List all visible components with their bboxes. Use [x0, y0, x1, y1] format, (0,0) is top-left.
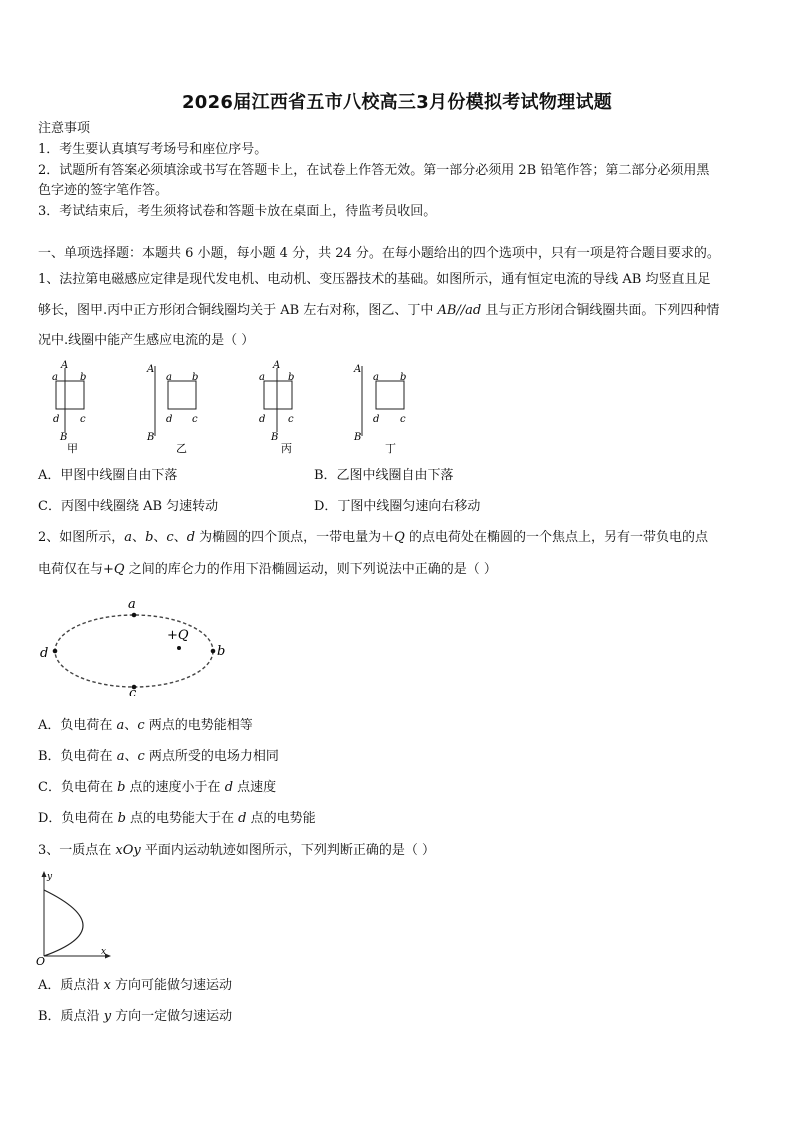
notice-item: 1．考生要认真填写考场号和座位序号。 — [38, 142, 268, 157]
label-c: c — [288, 414, 294, 425]
label-b: b — [217, 644, 226, 659]
label-b: b — [80, 372, 87, 383]
q2-option-b: B．负电荷在 a、c 两点所受的电场力相同 — [38, 749, 279, 764]
label-B: B — [147, 432, 155, 443]
q2-figure — [36, 592, 246, 696]
q1-stem-line: 况中.线圈中能产生感应电流的是（ ） — [38, 333, 255, 348]
figure-yi — [155, 366, 199, 436]
q1-stem-line: 够长，图甲.丙中正方形闭合铜线圈均关于 AB 左右对称，图乙、丁中 AB//ad 且与正方形闭合铜线圈共面。下列四种情 — [38, 303, 720, 318]
q3-option-a: A．质点沿 x 方向可能做匀速运动 — [38, 978, 233, 993]
q2-option-a: A．负电荷在 a、c 两点的电势能相等 — [38, 718, 253, 733]
q1-stem-line: 1、法拉第电磁感应定律是现代发电机、电动机、变压器技术的基础。如图所示，通有恒定电流的导线 AB 均竖直且足 — [38, 272, 711, 287]
label-x: x — [101, 947, 107, 957]
label-origin: O — [36, 955, 46, 968]
q1-option-a: A．甲图中线圈自由下落 — [38, 468, 178, 483]
label-b: b — [192, 372, 199, 383]
point-a — [132, 613, 137, 618]
caption-yi: 乙 — [176, 442, 187, 455]
label-b: b — [400, 372, 407, 383]
caption-jia: 甲 — [67, 442, 78, 455]
charge-point — [177, 646, 181, 650]
q3-figure — [34, 868, 114, 968]
q2-stem-line: 2、如图所示，a、b、c、d 为椭圆的四个顶点，一带电量为＋Q 的点电荷处在椭圆的一个焦点上，另有一带负电的点 — [38, 530, 708, 545]
q2-option-c: C．负电荷在 b 点的速度小于在 d 点速度 — [38, 780, 277, 795]
label-a: a — [52, 372, 58, 383]
q1-option-d: D．丁图中线圈匀速向右移动 — [314, 499, 481, 514]
label-A: A — [273, 360, 281, 371]
q3-option-b: B．质点沿 y 方向一定做匀速运动 — [38, 1009, 233, 1024]
label-A: A — [147, 364, 155, 375]
label-q: +Q — [167, 628, 189, 643]
label-A: A — [61, 360, 69, 371]
label-d: d — [53, 414, 60, 425]
point-b — [211, 649, 216, 654]
label-c: c — [192, 414, 198, 425]
label-d: d — [40, 646, 49, 661]
label-b: b — [288, 372, 295, 383]
y-axis-arrow-icon — [42, 871, 47, 877]
ellipse-orbit — [55, 615, 213, 687]
caption-ding: 丁 — [385, 442, 396, 455]
label-a: a — [373, 372, 379, 383]
label-d: d — [373, 414, 380, 425]
q3-stem-line: 3、一质点在 xOy 平面内运动轨迹如图所示，下列判断正确的是（ ） — [38, 843, 436, 858]
section-heading: 一、单项选择题：本题共 6 小题，每小题 4 分，共 24 分。在每小题给出的四个选项中，只有一项是符合题目要求的。 — [38, 246, 720, 261]
label-c: c — [129, 686, 137, 696]
label-c: c — [400, 414, 406, 425]
label-a: a — [128, 597, 136, 612]
point-d — [53, 649, 58, 654]
notice-item: 2．试题所有答案必须填涂或书写在答题卡上，在试卷上作答无效。第一部分必须用 2B 铅笔作答；第二部分必须用黑 — [38, 163, 710, 178]
label-a: a — [259, 372, 265, 383]
label-d: d — [166, 414, 173, 425]
figure-ding — [362, 366, 407, 436]
q2-stem-line: 电荷仅在与+Q 之间的库仑力的作用下沿椭圆运动，则下列说法中正确的是（ ） — [38, 562, 497, 577]
caption-bing: 丙 — [281, 442, 292, 455]
label-c: c — [80, 414, 86, 425]
notice-heading: 注意事项 — [38, 121, 91, 136]
label-a: a — [166, 372, 172, 383]
q2-option-d: D．负电荷在 b 点的电势能大于在 d 点的电势能 — [38, 811, 316, 826]
label-B: B — [271, 432, 279, 443]
label-d: d — [259, 414, 266, 425]
q1-option-c: C．丙图中线圈绕 AB 匀速转动 — [38, 499, 219, 514]
page-title: 2026届江西省五市八校高三3月份模拟考试物理试题 — [181, 92, 613, 113]
q1-figure — [40, 360, 430, 460]
label-y: y — [47, 872, 53, 882]
label-B: B — [354, 432, 362, 443]
notice-item: 色字迹的签字笔作答。 — [38, 183, 169, 198]
q1-option-b: B．乙图中线圈自由下落 — [314, 468, 454, 483]
label-B: B — [60, 432, 68, 443]
trajectory-curve — [44, 890, 83, 956]
notice-item: 3．考试结束后，考生须将试卷和答题卡放在桌面上，待监考员收回。 — [38, 204, 437, 219]
label-A: A — [354, 364, 362, 375]
